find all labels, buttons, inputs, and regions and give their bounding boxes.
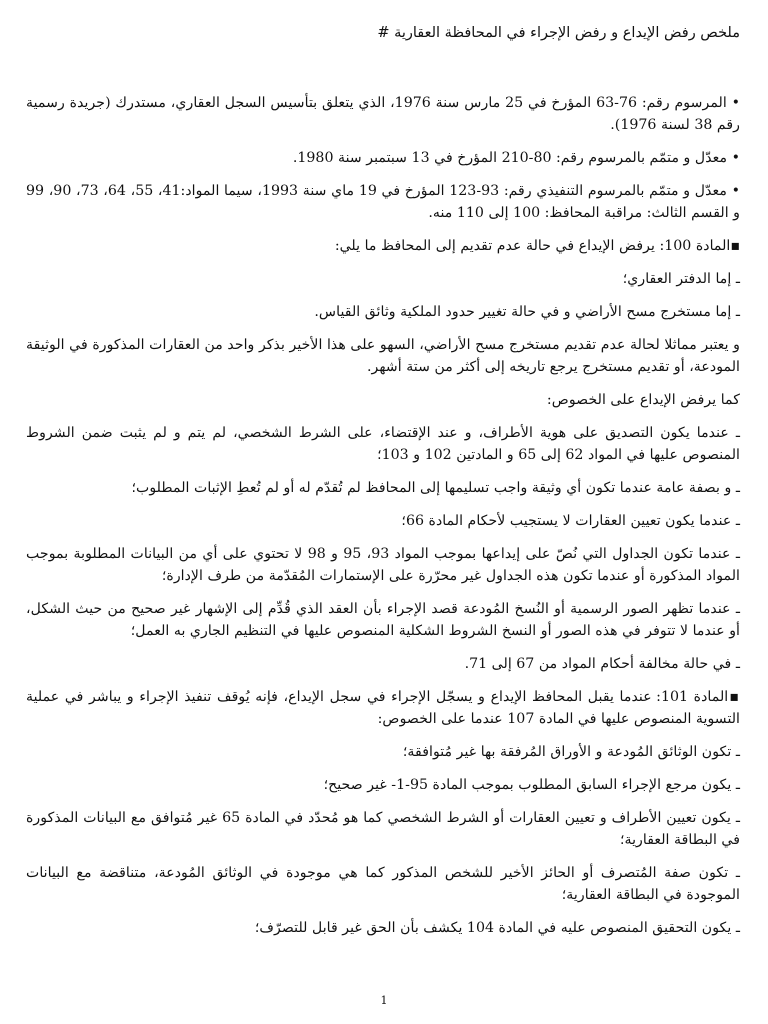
document-title: ملخص رفض الإيداع و رفض الإجراء في المحافظة العقارية # <box>377 25 740 41</box>
document-paragraph: ـ تكون صفة المُتصرف أو الحائز الأخير للشخص المذكور كما هي موجودة في الوثائق المُودعة، متناقضة مع البيانات الموجودة في البطاقة العقارية؛ <box>26 865 740 903</box>
document-paragraph: ـ تكون الوثائق المُودعة و الأوراق المُرفقة بها غير مُتوافقة؛ <box>402 744 740 760</box>
document-paragraph: ـ عندما تظهر الصور الرسمية أو النُسخ المُودعة قصد الإجراء بأن العقد الذي قُدِّم إلى الإشهار غير صحيح من حيث الشكل، أو عندما لا تتوفر في هذه الصور أو النسخ الشروط الشكلية المنصوص عليها في التنظيم الجاري به العمل؛ <box>26 601 740 639</box>
document-paragraph: • معدّل و متمّم بالمرسوم التنفيذي رقم: 93-123 المؤرخ في 19 ماي سنة 1993، سيما المواد:41، 55، 64، 73، 90، 99 و القسم الثالث: مراقبة المحافظ: 100 إلى 110 منه. <box>26 183 740 221</box>
document-body <box>26 92 740 939</box>
document-paragraph: كما يرفض الإيداع على الخصوص: <box>546 392 740 408</box>
document-paragraph: ـ عندما يكون تعيين العقارات لا يستجيب لأحكام المادة 66؛ <box>401 513 740 529</box>
document-paragraph: • معدّل و متمّم بالمرسوم رقم: 80-210 المؤرخ في 13 سبتمبر سنة 1980. <box>292 150 740 166</box>
document-paragraph: ▪المادة 101: عندما يقبل المحافظ الإيداع و يسجّل الإجراء في سجل الإيداع، فإنه يُوقف تنفيذ الإجراء و يباشر في عملية التسوية المنصوص عليها في المادة 107 عندما على الخصوص: <box>26 689 740 727</box>
document-paragraph: ـ و بصفة عامة عندما تكون أي وثيقة واجب تسليمها إلى المحافظ لم تُقدّم له أو لم تُعطِ الإثبات المطلوب؛ <box>131 480 740 496</box>
document-paragraph: ـ يكون التحقيق المنصوص عليه في المادة 104 يكشف بأن الحق غير قابل للتصرّف؛ <box>254 920 740 936</box>
document-paragraph: ـ يكون تعيين الأطراف و تعيين العقارات أو الشرط الشخصي كما هو مُحدّد في المادة 65 غير مُتوافق مع البيانات المذكورة في البطاقة العقارية؛ <box>26 810 740 848</box>
document-paragraph: ـ يكون مرجع الإجراء السابق المطلوب بموجب المادة 95-1- غير صحيح؛ <box>323 777 740 793</box>
document-paragraph: ـ عندما تكون الجداول التي نُصّ على إيداعها بموجب المواد 93، 95 و 98 لا تحتوي على أي من البيانات المطلوبة بموجب المواد المذكورة أو عندما تكون هذه الجداول غير محرّرة على الإستمارات المُقدّمة من طرف الإدارة؛ <box>26 546 740 584</box>
document-paragraph: ـ عندما يكون التصديق على هوية الأطراف، و عند الإقتضاء، على الشرط الشخصي، لم يتم و لم يثبت ضمن الشروط المنصوص عليها في المواد 62 إلى 65 و المادتين 102 و 103؛ <box>26 425 740 463</box>
page-number: 1 <box>380 994 388 1007</box>
document-paragraph: • المرسوم رقم: 76-63 المؤرخ في 25 مارس سنة 1976، الذي يتعلق بتأسيس السجل العقاري، مستدرك (جريدة رسمية رقم 38 لسنة 1976). <box>26 95 740 133</box>
document-paragraph: ـ في حالة مخالفة أحكام المواد من 67 إلى 71. <box>464 656 740 672</box>
document-paragraph: ـ إما مستخرج مسح الأراضي و في حالة تغيير حدود الملكية وثائق القياس. <box>314 304 740 320</box>
document-paragraph: ـ إما الدفتر العقاري؛ <box>622 271 740 287</box>
document-paragraph: و يعتبر مماثلا لحالة عدم تقديم مستخرج مسح الأراضي، السهو على هذا الأخير بذكر واحد من العقارات المذكورة في الوثيقة المودعة، أو تقديم مستخرج يرجع تاريخه إلى أكثر من ستة أشهر. <box>26 337 740 375</box>
document-paragraph: ▪المادة 100: يرفض الإيداع في حالة عدم تقديم إلى المحافظ ما يلي: <box>334 238 740 254</box>
